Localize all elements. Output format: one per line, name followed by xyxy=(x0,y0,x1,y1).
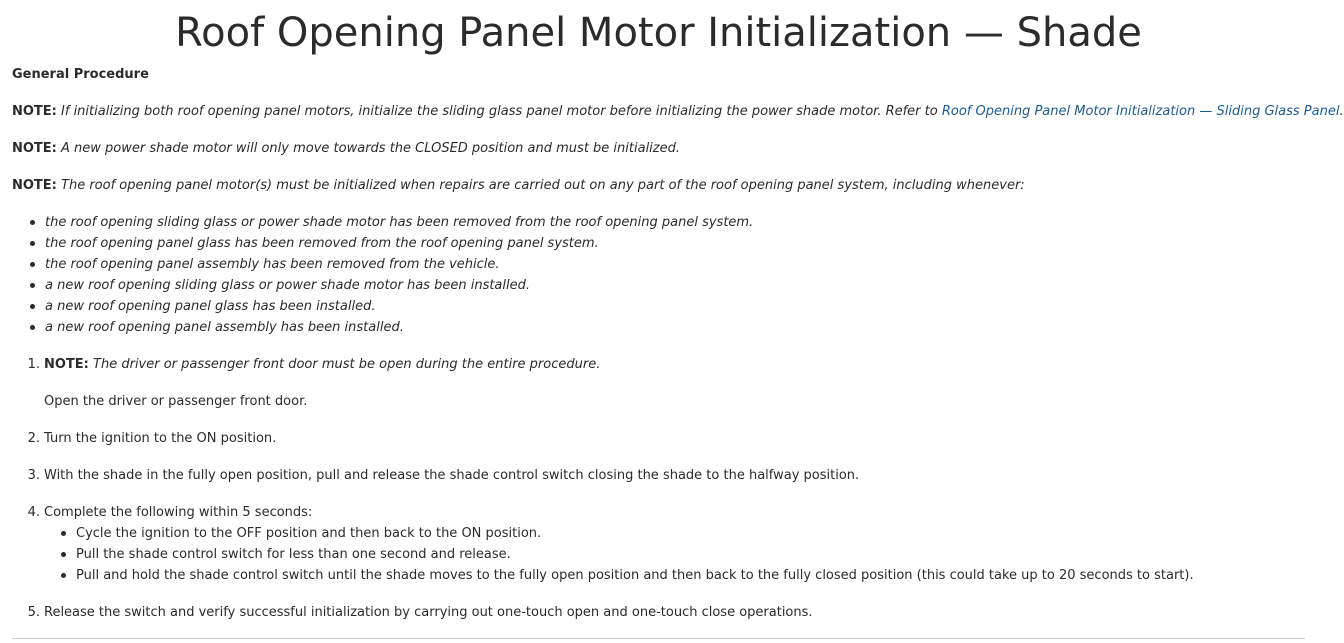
bullet-icon xyxy=(30,220,35,225)
page-title: Roof Opening Panel Motor Initialization — Shade xyxy=(175,10,1142,56)
sliding-glass-panel-link[interactable]: Roof Opening Panel Motor Initialization — Sliding Glass Panel xyxy=(941,104,1340,119)
step-number: 5. xyxy=(27,605,40,620)
step-number: 3. xyxy=(27,468,40,483)
section-heading: General Procedure xyxy=(12,67,149,82)
note-label: NOTE: xyxy=(44,357,89,372)
list-item: the roof opening panel assembly has been removed from the vehicle. xyxy=(45,257,500,272)
substep-item: Pull and hold the shade control switch until the shade moves to the fully open position and then back to the fully closed position (this could take up to 20 seconds to start). xyxy=(76,568,1194,583)
bottom-divider xyxy=(12,638,1305,639)
step-5-text: Release the switch and verify successful initialization by carrying out one-touch open and one-touch close operations. xyxy=(44,605,813,620)
note-text: The driver or passenger front door must be open during the entire procedure. xyxy=(93,357,601,372)
step-2-text: Turn the ignition to the ON position. xyxy=(44,431,277,446)
bullet-icon xyxy=(61,531,66,536)
bullet-icon xyxy=(61,552,66,557)
note-2 xyxy=(12,140,680,158)
note-label: NOTE: xyxy=(12,178,57,193)
bullet-icon xyxy=(61,573,66,578)
step-4-text: Complete the following within 5 seconds: xyxy=(44,505,313,520)
step-1-note xyxy=(44,356,600,374)
note-text: The roof opening panel motor(s) must be initialized when repairs are carried out on any part of the roof opening panel system, including whenever: xyxy=(61,178,1025,193)
list-item: the roof opening panel glass has been removed from the roof opening panel system. xyxy=(45,236,599,251)
bullet-icon xyxy=(30,283,35,288)
note-text-end: . xyxy=(1339,104,1344,119)
note-text: A new power shade motor will only move towards the CLOSED position and must be initialized. xyxy=(61,141,680,156)
list-item: the roof opening sliding glass or power shade motor has been removed from the roof opening panel system. xyxy=(45,215,754,230)
note-label: NOTE: xyxy=(12,104,57,119)
note-1 xyxy=(12,103,1344,121)
substep-item: Cycle the ignition to the OFF position and then back to the ON position. xyxy=(76,526,542,541)
step-number: 4. xyxy=(27,505,40,520)
step-number: 1. xyxy=(27,357,40,372)
note-3 xyxy=(12,177,1025,195)
bullet-icon xyxy=(30,304,35,309)
list-item: a new roof opening sliding glass or power shade motor has been installed. xyxy=(45,278,531,293)
step-number: 2. xyxy=(27,431,40,446)
bullet-icon xyxy=(30,325,35,330)
note-text: If initializing both roof opening panel motors, initialize the sliding glass panel motor before initializing the power shade motor. Refer to xyxy=(61,104,942,119)
substep-item: Pull the shade control switch for less than one second and release. xyxy=(76,547,511,562)
step-3-text: With the shade in the fully open position, pull and release the shade control switch closing the shade to the halfway position. xyxy=(44,468,860,483)
bullet-icon xyxy=(30,262,35,267)
bullet-icon xyxy=(30,241,35,246)
list-item: a new roof opening panel assembly has been installed. xyxy=(45,320,404,335)
step-1-text: Open the driver or passenger front door. xyxy=(44,394,308,409)
list-item: a new roof opening panel glass has been installed. xyxy=(45,299,376,314)
note-label: NOTE: xyxy=(12,141,57,156)
